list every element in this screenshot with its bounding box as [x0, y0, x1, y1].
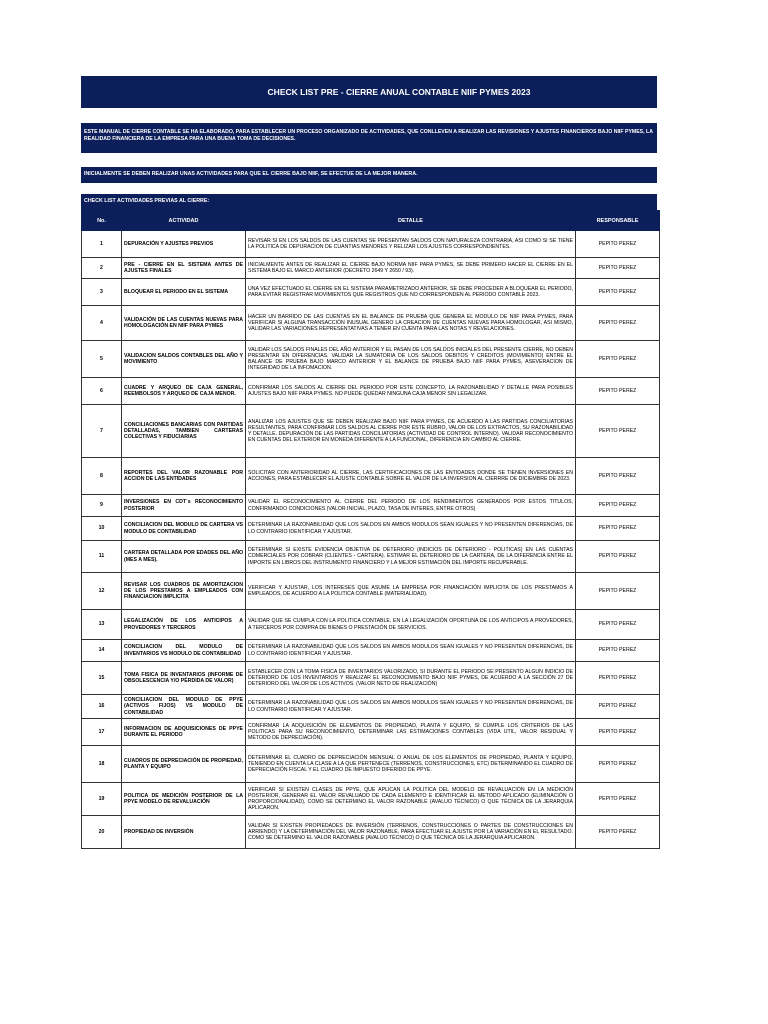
cell-no: 11 — [82, 541, 122, 573]
intro-text: ESTE MANUAL DE CIERRE CONTABLE SE HA ELABORADO, PARA ESTABLECER UN PROCESO ORGANIZADO DE ACTIVIDADES, QUE CONLLEVEN A REALIZAR LAS REVISIONES Y AJUSTES FINANCIEROS BAJO NIIF PYMES, LA REALIDAD FINANCIERA DE LA EMPRESA PARA UNA BUENA TOMA DE DECISIONES. — [81, 123, 657, 153]
cell-actividad: CONCILIACION DEL MODULO DE PPYE (ACTIVOS FIJOS) VS MODULO DE CONTABILIDAD — [122, 695, 246, 719]
cell-actividad: REVISAR LOS CUADROS DE AMORTIZACION DE LOS PRESTAMOS A EMPLEADOS CON FINANCIACION IMPLICITA — [122, 573, 246, 610]
table-row — [82, 231, 660, 258]
cell-detalle: DETERMINAR LA RAZONABILIDAD QUE LOS SALDOS EN AMBOS MODULOS SEAN IGUALES Y NO PRESENTEN DIFERENCIAS, DE LO CONTRARIO IDENTIFICAR Y AJUSTAR. — [246, 640, 576, 662]
cell-actividad: INVERSIONES EN CDT´s RECONOCIMIENTO POSTERIOR — [122, 495, 246, 517]
cell-no: 19 — [82, 783, 122, 816]
table-row — [82, 458, 660, 495]
table-row — [82, 719, 660, 746]
table-row — [82, 783, 660, 816]
cell-actividad: PRE - CIERRE EN EL SISTEMA ANTES DE AJUSTES FINALES — [122, 258, 246, 279]
cell-actividad: VALIDACION SALDOS CONTABLES DEL AÑO Y MOVIMIENTO — [122, 341, 246, 378]
cell-detalle: VERIFICAR SI EXISTEN CLASES DE PPYE, QUE APLICAN LA POLITICA DEL MODELO DE REVALUACIÓN EN LA MEDICIÓN POSTERIOR, GENERAR EL VALOR REVALUADO DE CADA ELEMENTO E IDENTIFICAR EL METODO APLICADO (ELIMINACIÓN O PROPORCIONALIDAD), COMO SE DETERMINO EL VALOR RAZONABLE (AVALUO TÉCNICO) O QUE TÉCNICA DE LA JERARQUIA APLICARON. — [246, 783, 576, 816]
table-row — [82, 517, 660, 541]
cell-detalle: DETERMINAR LA RAZONABILIDAD QUE LOS SALDOS EN AMBOS MODULOS SEAN IGUALES Y NO PRESENTEN DIFERENCIAS, DE LO CONTRARIO IDENTIFICAR Y AJUSTAR. — [246, 517, 576, 541]
table-header-row — [82, 211, 660, 231]
cell-responsable: PEPITO PEREZ — [576, 816, 660, 849]
cell-actividad: CONCILIACION DEL MODULO DE CARTERA VS MODULO DE CONTABILIDAD — [122, 517, 246, 541]
cell-detalle: DETERMINAR EL CUADRO DE DEPRECIACIÓN MENSUAL O ANUAL DE LOS ELEMENTOS DE PROPIEDAD, PLANTA Y EQUIPO, TENIENDO EN CUENTA LA CLASE A LA QUE PERTENECE (TERRENOS, CONSTRUCCIONES, ETC) DETERMINANDO EL CUADRO DE DEPRECIACIÓN FISCAL Y EL CUADRO DE IMPUESTO DIFERIDO DE PPYE. — [246, 746, 576, 783]
table-row — [82, 495, 660, 517]
cell-no: 14 — [82, 640, 122, 662]
table-row — [82, 405, 660, 458]
cell-responsable: PEPITO PEREZ — [576, 783, 660, 816]
table-row — [82, 640, 660, 662]
table-row — [82, 306, 660, 341]
cell-no: 13 — [82, 610, 122, 640]
cell-detalle: ANALIZAR LOS AJUSTES QUE SE DEBEN REALIZAR BAJO NIIF PARA PYMES, DE ACUERDO A LAS PARTIDAS CONCILIATORIAS RESULTANTES, PARA CONFIRMAR LOS SALDOS AL CIERRE POR ESTE RUBRO, VALOR DE LOS EXTRACTOS, SU RAZONABILIDAD Y DETALLE. DEPURACIÓN DE LAS PARTIDAS CONCILIATORIAS (ACTIVIDAD DE CONTROL INTERNO). VALIDAR RECONOCIMIENTO EN CUENTAS DEL EXTERIOR EN MONEDA DIFERENTE A LA FUNCIONAL, DIFERENCIA EN CAMBIO AL CIERRE. — [246, 405, 576, 458]
cell-no: 7 — [82, 405, 122, 458]
cell-responsable: PEPITO PEREZ — [576, 662, 660, 695]
cell-actividad: CUADRE Y ARQUEO DE CAJA GENERAL, REEMBOLSOS Y ARQUEO DE CAJA MENOR. — [122, 378, 246, 405]
cell-detalle: HACER UN BARRIDO DE LAS CUENTAS EN EL BALANCE DE PRUEBA QUE GENERA EL MODULO DE NIIF PARA PYMES, PARA VERIFICAR SI ALGUNA TRANSACCIÓN INUSUAL GENERO LA CREACION DE CUENTAS NUEVAS PARA HOMOLOGAR, ASI MISMO, VALIDAR LAS VARIACIONES REPRESENTATIVAS A TENER EN CUENTA PARA LAS NOTAS Y REVELACIONES. — [246, 306, 576, 341]
cell-actividad: TOMA FISICA DE INVENTARIOS (INFORME DE OBSOLESCENCIA Y/O PÉRDIDA DE VALOR) — [122, 662, 246, 695]
cell-responsable: PEPITO PEREZ — [576, 517, 660, 541]
checklist-table — [81, 210, 660, 849]
cell-detalle: VALIDAR QUE SE CUMPLA CON LA POLITICA CONTABLE, EN LA LEGALIZACIÓN OPORTUNA DE LOS ANTICIPOS A PROVEDORES, A TERCEROS POR COMPRA DE BIENES O PRESTACIÓN DE SERVICIOS. — [246, 610, 576, 640]
cell-actividad: CUADROS DE DEPRECIACIÓN DE PROPIEDAD, PLANTA Y EQUIPO — [122, 746, 246, 783]
cell-no: 6 — [82, 378, 122, 405]
cell-responsable: PEPITO PEREZ — [576, 279, 660, 306]
cell-actividad: CARTERA DETALLADA POR EDADES DEL AÑO (MES A MES). — [122, 541, 246, 573]
table-row — [82, 573, 660, 610]
cell-no: 9 — [82, 495, 122, 517]
cell-actividad: PROPIEDAD DE INVERSIÓN — [122, 816, 246, 849]
cell-responsable: PEPITO PEREZ — [576, 405, 660, 458]
cell-detalle: CONFIRMAR LOS SALDOS AL CIERRE DEL PERIODO POR ESTE CONCEPTO, LA RAZONABILIDAD Y DETALLE PARA POSIBLES AJUSTES BAJO NIIF PARA PYMES. NO PUEDE QUEDAR NINGUNA CAJA MENOR SIN LEGALIZAR. — [246, 378, 576, 405]
cell-no: 4 — [82, 306, 122, 341]
table-row — [82, 258, 660, 279]
cell-responsable: PEPITO PEREZ — [576, 573, 660, 610]
cell-detalle: DETERMINAR SI EXISTE EVIDENCIA OBJETIVA DE DETERIORO (INDICIOS DE DETERIORO - POLITICAS) EN LAS CUENTAS COMERCIALES POR COBRAR (CLIENTES - CARTERA). ESTIMAR EL DETERIORO DE LA CARTERA, DE LA DIFERENCIA ENTRE EL IMPORTE EN LIBROS DEL INSTRUMENTO FINANCIERO Y LA MEJOR ESTIMACIÓN DEL IMPORTE RECUPERABLE. — [246, 541, 576, 573]
note-text: INICIALMENTE SE DEBEN REALIZAR UNAS ACTIVIDADES PARA QUE EL CIERRE BAJO NIIF, SE EFECTUE DE LA MEJOR MANERA. — [81, 167, 657, 183]
cell-no: 10 — [82, 517, 122, 541]
cell-responsable: PEPITO PEREZ — [576, 231, 660, 258]
table-row — [82, 341, 660, 378]
cell-no: 8 — [82, 458, 122, 495]
table-row — [82, 816, 660, 849]
cell-detalle: REVISAR SI EN LOS SALDOS DE LAS CUENTAS SE PRESENTAN SALDOS CON NATURALEZA CONTRARIA, ASI COMO SI SE TIENE LA POLITICA DE DEPURACION DE CUANTIAS MENORES Y RELIZAR LOS AJUSTES CORRESPONDIENTES. — [246, 231, 576, 258]
cell-actividad: DEPURACIÓN Y AJUSTES PREVIOS — [122, 231, 246, 258]
cell-responsable: PEPITO PEREZ — [576, 378, 660, 405]
cell-no: 16 — [82, 695, 122, 719]
cell-detalle: VALIDAR LOS SALDOS FINALES DEL AÑO ANTERIOR Y EL PASAN DE LOS SALDOS INICIALES DEL PRESENTE CIERRE, NO DEBEN PRESENTAR EN DIFERENCIAS. VALIDAR LA SUMATORIA DE LOS SALDOS DEBITOS Y CREDITOS (MOVIMIENTO) ENTRE EL BALANCE DE PRUEBA BAJO MARCO ANTERIOR Y EL BALANCE DE PRUEBA BAJO NIIF PARA PYMES, ASEVERACION DE INTEGRIDAD DE LA INFOMACION. — [246, 341, 576, 378]
cell-responsable: PEPITO PEREZ — [576, 541, 660, 573]
header-responsable: RESPONSABLE — [576, 211, 660, 231]
cell-responsable: PEPITO PEREZ — [576, 306, 660, 341]
cell-actividad: VALIDACIÓN DE LAS CUENTAS NUEVAS PARA HOMOLOGACIÓN EN NIIF PARA PYMES — [122, 306, 246, 341]
cell-actividad: REPORTES DEL VALOR RAZONABLE POR ACCION DE LAS ENTIDADES — [122, 458, 246, 495]
cell-responsable: PEPITO PEREZ — [576, 341, 660, 378]
table-row — [82, 541, 660, 573]
cell-responsable: PEPITO PEREZ — [576, 719, 660, 746]
cell-no: 2 — [82, 258, 122, 279]
header-detalle: DETALLE — [246, 211, 576, 231]
table-row — [82, 746, 660, 783]
cell-no: 12 — [82, 573, 122, 610]
cell-detalle: INICIALMENTE ANTES DE REALIZAR EL CIERRE BAJO NORMA NIIF PARA PYMES, SE DEBE PRIMERO HACER EL CIERRE EN EL SISTEMA BAJO EL MARCO ANTERIOR (DECRETO 2649 Y 2650 / 93). — [246, 258, 576, 279]
table-row — [82, 695, 660, 719]
cell-no: 18 — [82, 746, 122, 783]
table-row — [82, 662, 660, 695]
cell-detalle: VALIDAR SI EXISTEN PROPIEDADES DE INVERSIÓN (TERRENOS, CONSTRUCCIONES O PARTES DE CONSTRUCCIONES EN ARRIENDO) Y LA DETERMINACIÓN DEL VALOR RAZONABLE, PARA EFECTUAR EL AJUSTE POR LA VARIACIÓN EN EL RESULTADO. COMO SE DETERMINO EL VALOR RAZONABLE (AVALUO TÉCNICO) O QUE TÉCNICA DE LA JERARQUIA APLICARON. — [246, 816, 576, 849]
cell-no: 1 — [82, 231, 122, 258]
cell-no: 5 — [82, 341, 122, 378]
cell-detalle: VERIFICAR Y AJUSTAR, LOS INTERESES QUE ASUME LA EMPRESA POR FINANCIACIÓN IMPLICITA DE LOS PRESTAMOS A EMPLEADOS, DE ACUERDO A LA POLITICA CONTABLE (MATERIALIDAD). — [246, 573, 576, 610]
cell-detalle: DETERMINAR LA RAZONABILIDAD QUE LOS SALDOS EN AMBOS MODULOS SEAN IGUALES Y NO PRESENTEN DIFERENCIAS, DE LO CONTRARIO IDENTIFICAR Y AJUSTAR. — [246, 695, 576, 719]
cell-actividad: CONCILIACION DEL MODULO DE INVENTARIOS VS MODULO DE CONTABILIDAD — [122, 640, 246, 662]
cell-responsable: PEPITO PEREZ — [576, 258, 660, 279]
cell-responsable: PEPITO PEREZ — [576, 695, 660, 719]
cell-detalle: ESTABLECER CON LA TOMA FISICA DE INVENTARIOS VALORIZADO, SI DURANTE EL PERIODO SE PRESENTO ALGUN INDICIO DE DETERIORO DE LOS INVENTARIOS Y REALIZAR EL RECONOCIMIENTO BAJO NIIF PYMES, DE ACUERDO A LA SECCIÓN 27 DE DETERIORO DEL VALOR DE LOS ACTIVOS. (VALOR NETO DE REALIZACIÓN) — [246, 662, 576, 695]
table-row — [82, 279, 660, 306]
cell-responsable: PEPITO PEREZ — [576, 495, 660, 517]
cell-responsable: PEPITO PEREZ — [576, 746, 660, 783]
cell-actividad: BLOQUEAR EL PERIODO EN EL SISTEMA — [122, 279, 246, 306]
header-actividad: ACTIVIDAD — [122, 211, 246, 231]
cell-detalle: UNA VEZ EFECTUADO EL CIERRE EN EL SISTEMA PARAMETRIZADO ANTERIOR, SE DEBE PROCEDER A BLOQUEAR EL PERIODO, PARA EVITAR REGISTRAR MOVIMIENTOS QUE REGISTROS QUE NO CORRESPONDEN AL PERIODO CONTABLE 2023. — [246, 279, 576, 306]
cell-no: 20 — [82, 816, 122, 849]
cell-no: 3 — [82, 279, 122, 306]
cell-actividad: LEGALIZACIÓN DE LOS ANTICIPOS A PROVEDORES Y TERCEROS — [122, 610, 246, 640]
cell-detalle: VALIDAR EL RECONOCIMIENTO AL CIERRE DEL PERIODO DE LOS RENDIMIENTOS GENERADOS POR ESTOS TITULOS, CONFIRMANDO CONDICIONES (VALOR INICIAL, PLAZO, TASA DE INTERES, ENTRE OTROS) — [246, 495, 576, 517]
table-row — [82, 378, 660, 405]
cell-detalle: CONFIRMAR LA ADQUISICIÓN DE ELEMENTOS DE PROPIEDAD, PLANTA Y EQUIPO, SI CUMPLE LOS CRITERIOS DE LAS POLITICAS PARA SU RECONOCIMIENTO, DETERMINAR LAS ESTIMACIONES CONTABLES (VIDA UTIL, VALOR RESIDUAL Y METODO DE DEPRECIACIÓN). — [246, 719, 576, 746]
section-title: CHECK LIST ACTIVIDADES PREVIAS AL CIERRE: — [81, 194, 657, 210]
cell-detalle: SOLICITAR CON ANTERIORIDAD AL CIERRE, LAS CERTIFICACIONES DE LAS ENTIDADES DONDE SE TIENEN INVERSIONES EN ACCIONES, PARA ESTABLECER EL AJUSTE CONTABLE SOBRE EL VALOR DE LA INVERSION AL CIERRRE DE DICIEMBRE DE 2023. — [246, 458, 576, 495]
cell-no: 17 — [82, 719, 122, 746]
header-no: No. — [82, 211, 122, 231]
cell-responsable: PEPITO PEREZ — [576, 640, 660, 662]
table-row — [82, 610, 660, 640]
cell-responsable: PEPITO PEREZ — [576, 610, 660, 640]
cell-no: 15 — [82, 662, 122, 695]
cell-actividad: INFORMACION DE ADQUISICIONES DE PPYE DURANTE EL PERIODO — [122, 719, 246, 746]
cell-actividad: POLITICA DE MEDICIÓN POSTERIOR DE LA PPYE MODELO DE REVALUACIÓN — [122, 783, 246, 816]
cell-actividad: CONCILIACIONES BANCARIAS CON PARTIDAS DETALLADAS, TAMBIEN CARTERAS COLECTIVAS Y FIDUCIARIAS — [122, 405, 246, 458]
cell-responsable: PEPITO PEREZ — [576, 458, 660, 495]
document-title: CHECK LIST PRE - CIERRE ANUAL CONTABLE NIIF PYMES 2023 — [81, 76, 657, 108]
